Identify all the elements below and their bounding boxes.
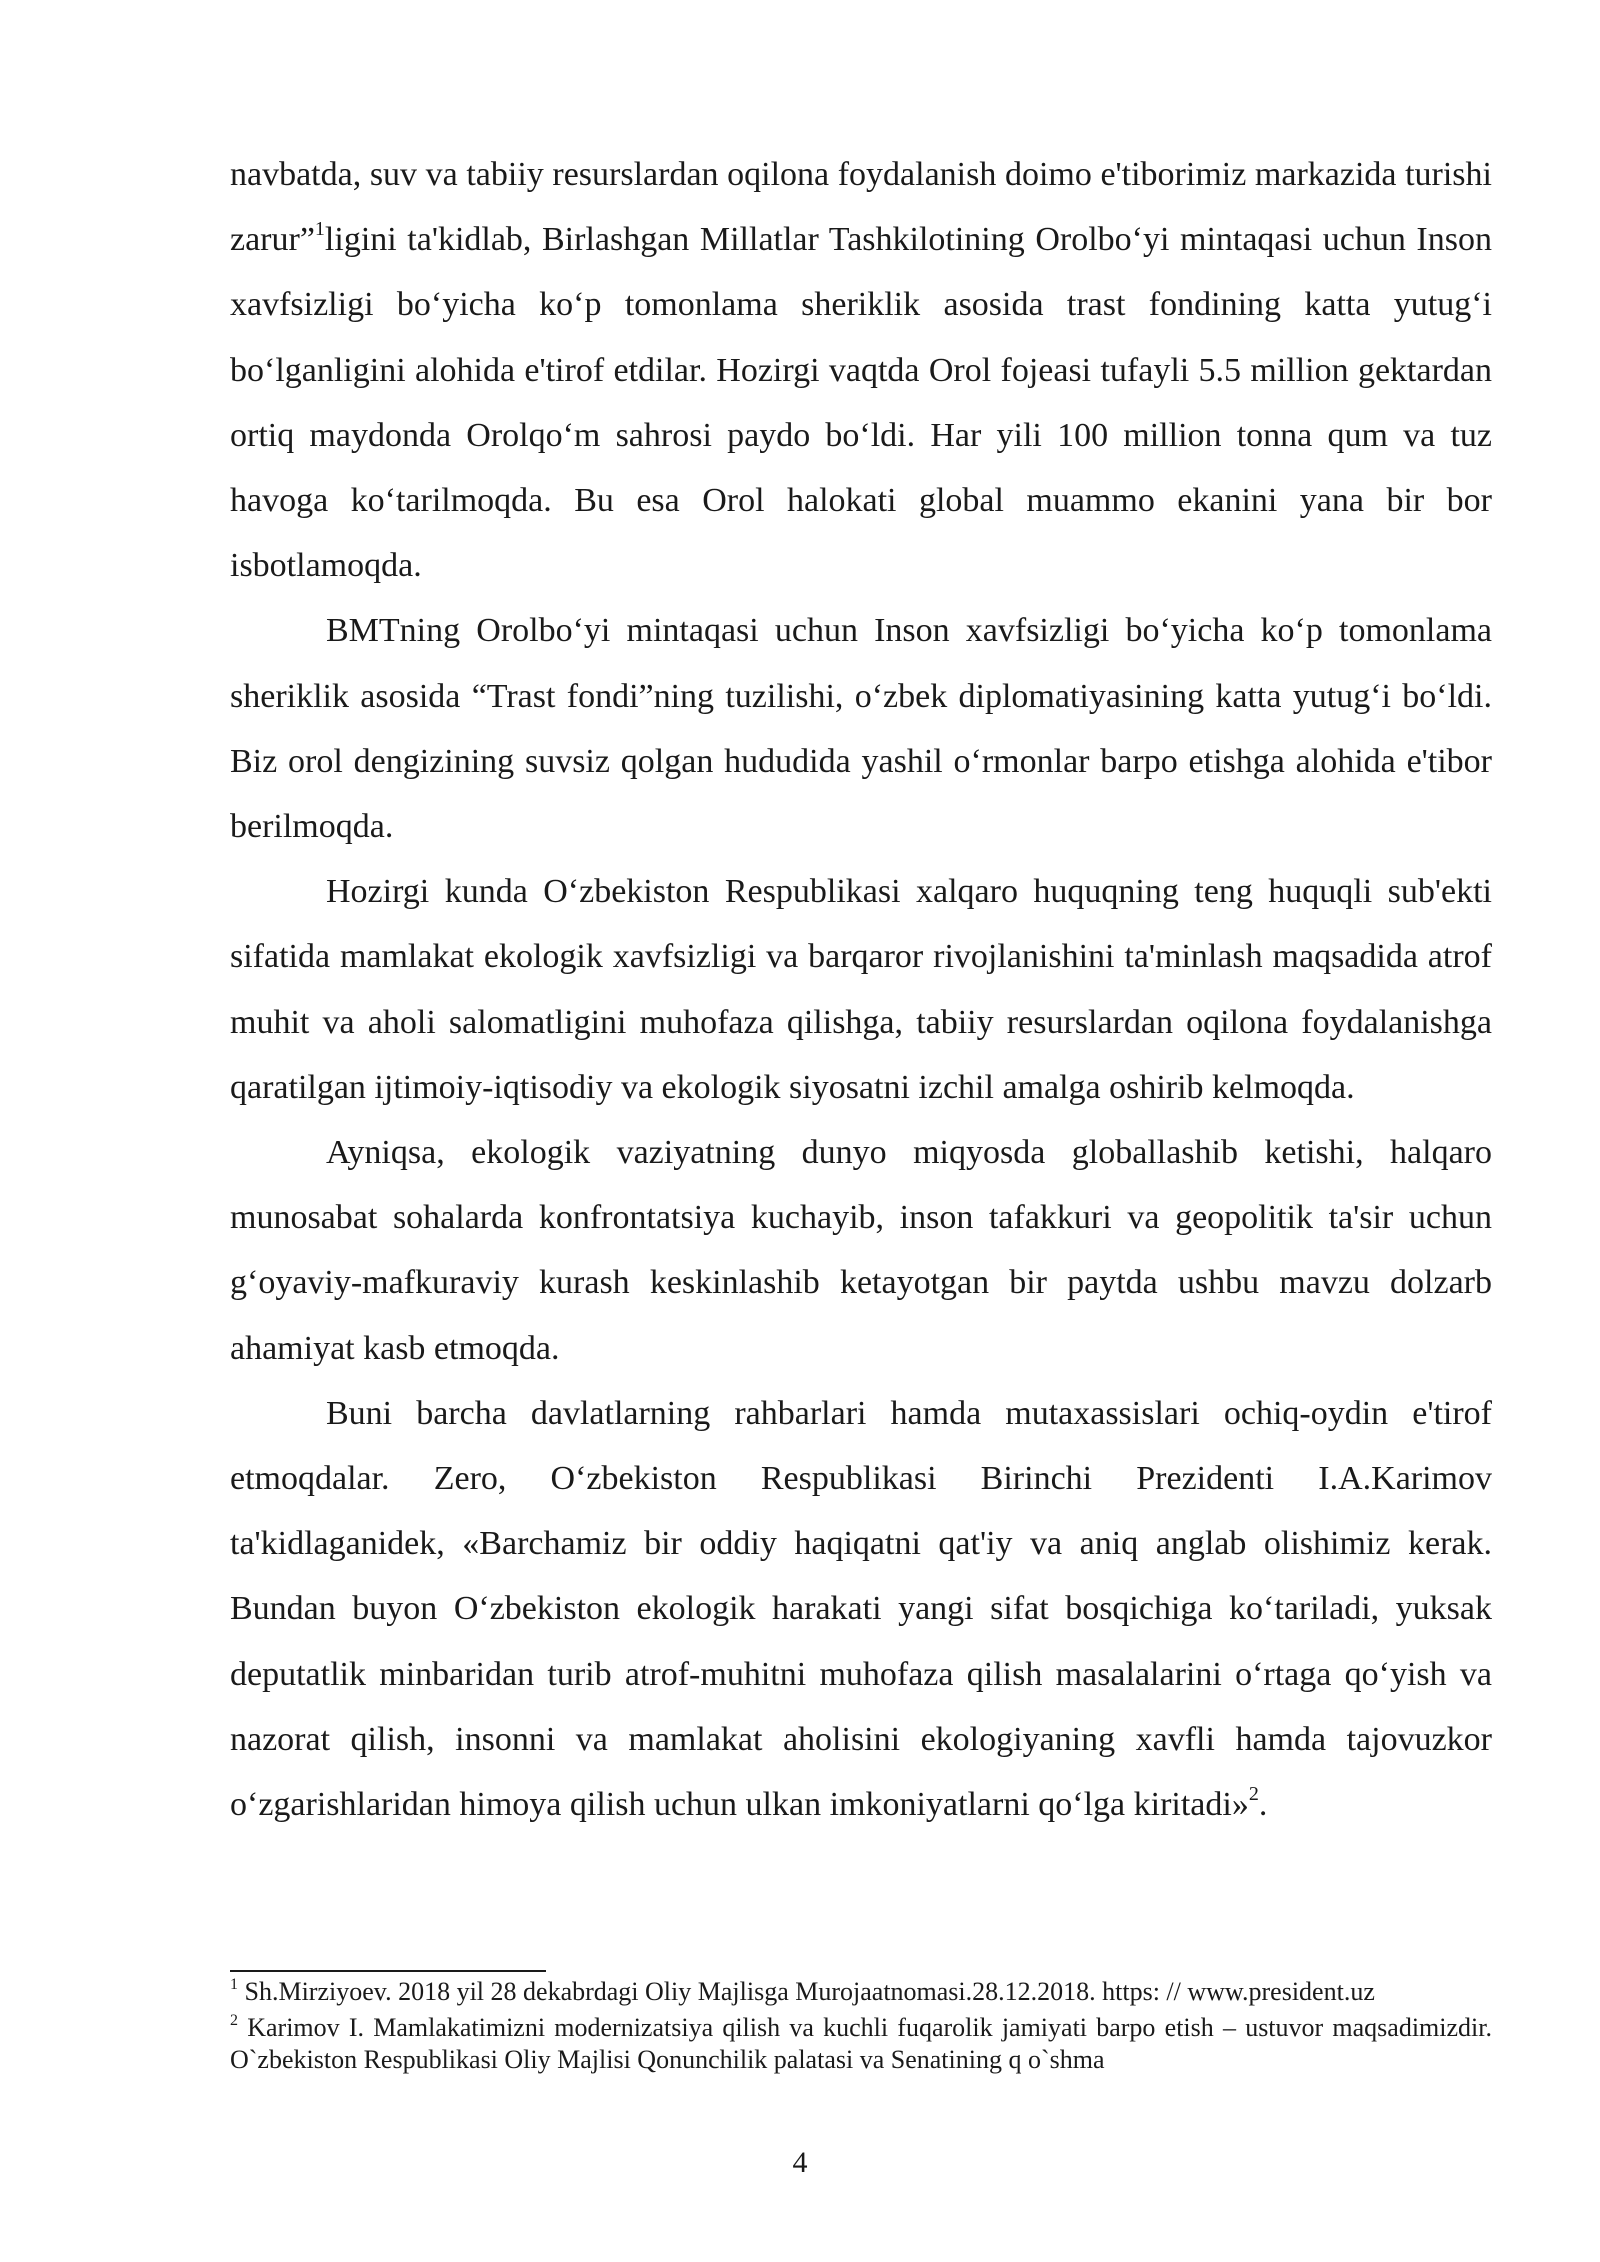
footnotes <box>230 1976 1492 2076</box>
footnote-1-text: Sh.Mirziyoev. 2018 yil 28 dekabrdagi Oliy Majlisga Murojaatnomasi.28.12.2018. https: // www.president.uz <box>238 1977 1375 2006</box>
paragraph-1-text-b: ligini ta'kidlab, Birlashgan Millatlar Tashkilotining Orolboʻyi mintaqasi uchun Inson xavfsizligi boʻyicha koʻp tomonlama sheriklik asosida trast fondining katta yutugʻi boʻlganligini alohida e'tirof etdilar. Hozirgi vaqtda Orol fojeasi tufayli 5.5 million gektardan ortiq maydonda Orolqoʻm sahrosi paydo boʻldi. Har yili 100 million tonna qum va tuz havoga koʻtarilmoqda. Bu esa Orol halokati global muammo ekanini yana bir bor isbotlamoqda. <box>230 221 1492 585</box>
paragraph-1-text-a: navbatda, suv va tabiiy resurslardan oqilona foydalanish doimo e'tiborimiz markazida turishi zarur” <box>230 156 1492 259</box>
footnote-separator <box>230 1970 546 1972</box>
paragraph-5-text-b: . <box>1258 1786 1268 1824</box>
footnote-2 <box>230 2012 1492 2076</box>
paragraph-5-text-a: Buni barcha davlatlarning rahbarlari hamda mutaxassislari ochiq-oydin e'tirof etmoqdalar. Zero, Oʻzbekiston Respublikasi Birinchi Prezidenti I.A.Karimov ta'kidlaganidek, «Barchamiz bir oddiy haqiqatni qat'iy va aniq anglab olishimiz kerak. Bundan buyon Oʻzbekiston ekologik harakati yangi sifat bosqichiga koʻtariladi, yuksak deputatlik minbaridan turib atrof-muhitni muhofaza qilish masalalarini oʻrtaga qoʻyish va nazorat qilish, insonni va mamlakat aholisini ekologiyaning xavfli hamda tajovuzkor oʻzgarishlaridan himoya qilish uchun ulkan imkoniyatlarni qoʻlga kiritadi» <box>230 1394 1492 1824</box>
footnote-ref-2: 2 <box>1248 1783 1259 1806</box>
paragraph-1 <box>230 142 1492 598</box>
document-body <box>230 142 1492 1837</box>
page-number: 4 <box>792 2146 808 2179</box>
footnote-ref-1: 1 <box>314 218 325 241</box>
paragraph-3: Hozirgi kunda Oʻzbekiston Respublikasi xalqaro huquqning teng huquqli sub'ekti sifatida mamlakat ekologik xavfsizligi va barqaror rivojlanishini ta'minlash maqsadida atrof muhit va aholi salomatligini muhofaza qilishga, tabiiy resurslardan oqilona foydalanishga qaratilgan ijtimoiy-iqtisodiy va ekologik siyosatni izchil amalga oshirib kelmoqda. <box>230 873 1492 1106</box>
footnote-1 <box>230 1976 1492 2008</box>
paragraph-5 <box>230 1381 1492 1837</box>
paragraph-2: BMTning Orolboʻyi mintaqasi uchun Inson xavfsizligi boʻyicha koʻp tomonlama sheriklik asosida “Trast fondi”ning tuzilishi, oʻzbek diplomatiyasining katta yutugʻi boʻldi. Biz orol dengizining suvsiz qolgan hududida yashil oʻrmonlar barpo etishga alohida e'tibor berilmoqda. <box>230 612 1492 846</box>
footnote-2-text: Karimov I. Mamlakatimizni modernizatsiya qilish va kuchli fuqarolik jamiyati barpo etish – ustuvor maqsadimizdir. O`zbekiston Respublikasi Oliy Majlisi Qonunchilik palatasi va Senatining q o`shma <box>230 2013 1492 2074</box>
footnote-2-marker: 2 <box>230 2011 238 2029</box>
footnote-1-marker: 1 <box>230 1975 238 1993</box>
paragraph-4: Ayniqsa, ekologik vaziyatning dunyo miqyosda globallashib ketishi, halqaro munosabat sohalarda konfrontatsiya kuchayib, inson tafakkuri va geopolitik ta'sir uchun gʻoyaviy-mafkuraviy kurash keskinlashib ketayotgan bir paytda ushbu mavzu dolzarb ahamiyat kasb etmoqda. <box>230 1134 1492 1367</box>
